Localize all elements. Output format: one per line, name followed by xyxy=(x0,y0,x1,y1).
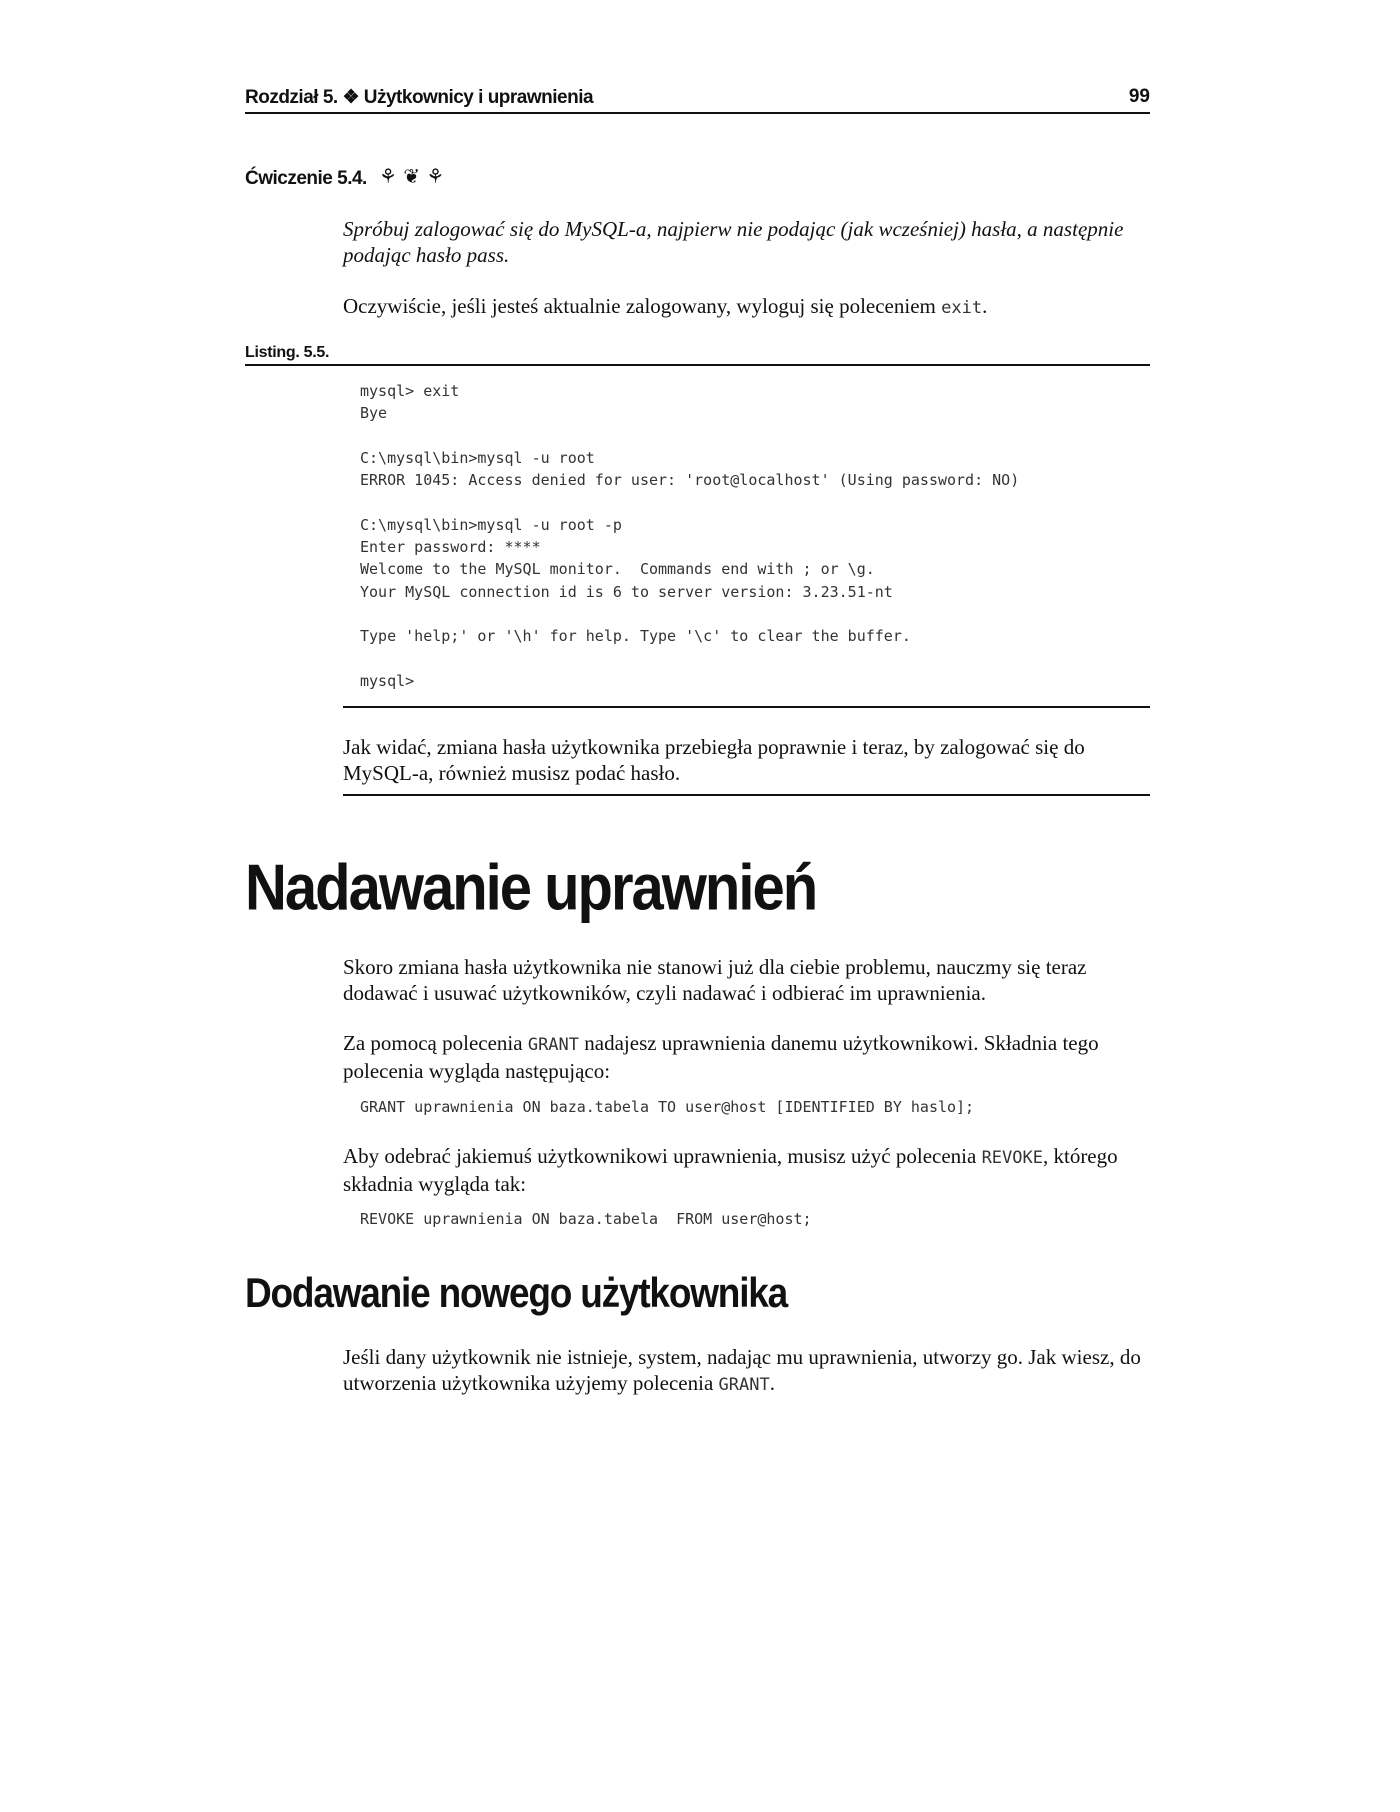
subsection-paragraph xyxy=(343,1344,1150,1398)
section-paragraph-2 xyxy=(343,1030,1150,1084)
section-paragraph-3 xyxy=(343,1143,1150,1197)
listing-line xyxy=(360,425,1019,447)
hint-code: exit xyxy=(941,298,983,318)
exercise-hint xyxy=(343,293,1150,321)
note-paragraph: Jak widać, zmiana hasła użytkownika przebiegła poprawnie i teraz, by zalogować się do MySQL-a, również musisz podać hasło. xyxy=(343,735,1085,785)
listing-label: Listing. 5.5. xyxy=(245,344,330,361)
listing-line: mysql> xyxy=(360,671,415,690)
code-listing xyxy=(360,380,1019,692)
listing-line: mysql> exit xyxy=(360,382,460,400)
subsection-heading: Dodawanie nowego użytkownika xyxy=(245,1270,788,1316)
grant-inline-code-2: GRANT xyxy=(718,1375,770,1395)
listing-line: C:\mysql\bin>mysql -u root -p xyxy=(360,515,622,534)
running-header xyxy=(245,82,1150,114)
revoke-syntax: REVOKE uprawnienia ON baza.tabela FROM user@host; xyxy=(360,1210,812,1228)
para3-rest: , którego składnia wygląda tak: xyxy=(343,1144,1118,1196)
listing-line: ERROR 1045: Access denied for user: 'root@localhost' (Using password: NO) xyxy=(360,471,1020,490)
revoke-inline-code: REVOKE xyxy=(981,1148,1043,1168)
listing-line: Type 'help;' or '\h' for help. Type '\c' to clear the buffer. xyxy=(360,627,911,646)
hint-text: Oczywiście, jeśli jesteś aktualnie zalogowany, wyloguj się poleceniem xyxy=(343,294,942,318)
subsection-text: Jeśli dany użytkownik nie istnieje, system, nadając mu uprawnienia, utworzy go. Jak wiesz, do utworzenia użytkownika użyjemy polecenia xyxy=(343,1345,1141,1395)
section-heading: Nadawanie uprawnień xyxy=(245,851,817,924)
listing-line: Bye xyxy=(360,404,388,423)
section-paragraph-1: Skoro zmiana hasła użytkownika nie stanowi już dla ciebie problemu, nauczmy się teraz dodawać i usuwać użytkowników, czyli nadawać i odbierać im uprawnienia. xyxy=(343,955,1087,1005)
grant-inline-code: GRANT xyxy=(527,1035,580,1055)
subsection-end: . xyxy=(769,1371,775,1395)
page-number: 99 xyxy=(1128,86,1150,107)
note-bottom-rule xyxy=(343,794,1150,796)
hint-end: . xyxy=(982,294,988,318)
listing-line xyxy=(360,648,1019,670)
exercise-heading xyxy=(245,164,1150,194)
grant-syntax: GRANT uprawnienia ON baza.tabela TO user@host [IDENTIFIED BY haslo]; xyxy=(360,1098,975,1116)
listing-top-rule xyxy=(245,364,1150,366)
listing-line: Your MySQL connection id is 6 to server version: 3.23.51-nt xyxy=(360,582,893,601)
listing-line xyxy=(360,491,1019,513)
para2-rest: nadajesz uprawnienia danemu użytkownikowi. Składnia tego polecenia wygląda następująco: xyxy=(343,1031,1099,1083)
para3-text: Aby odebrać jakiemuś użytkownikowi uprawnienia, musisz użyć polecenia xyxy=(343,1144,982,1168)
listing-line: Welcome to the MySQL monitor. Commands end with ; or \g. xyxy=(360,560,875,579)
listing-line: Enter password: **** xyxy=(360,538,541,557)
ornament-icon: ⚘ ❦ ⚘ xyxy=(375,164,448,188)
exercise-task: Spróbuj zalogować się do MySQL-a, najpierw nie podając (jak wcześniej) hasła, a następnie podając hasło pass. xyxy=(343,217,1124,267)
listing-line xyxy=(360,603,1019,625)
para2-text: Za pomocą polecenia xyxy=(343,1031,528,1055)
listing-line: C:\mysql\bin>mysql -u root xyxy=(360,448,595,467)
listing-bottom-rule xyxy=(343,706,1150,708)
chapter-title: Rozdział 5. ❖ Użytkownicy i uprawnienia xyxy=(245,87,594,108)
exercise-label: Ćwiczenie 5.4. xyxy=(245,168,373,190)
